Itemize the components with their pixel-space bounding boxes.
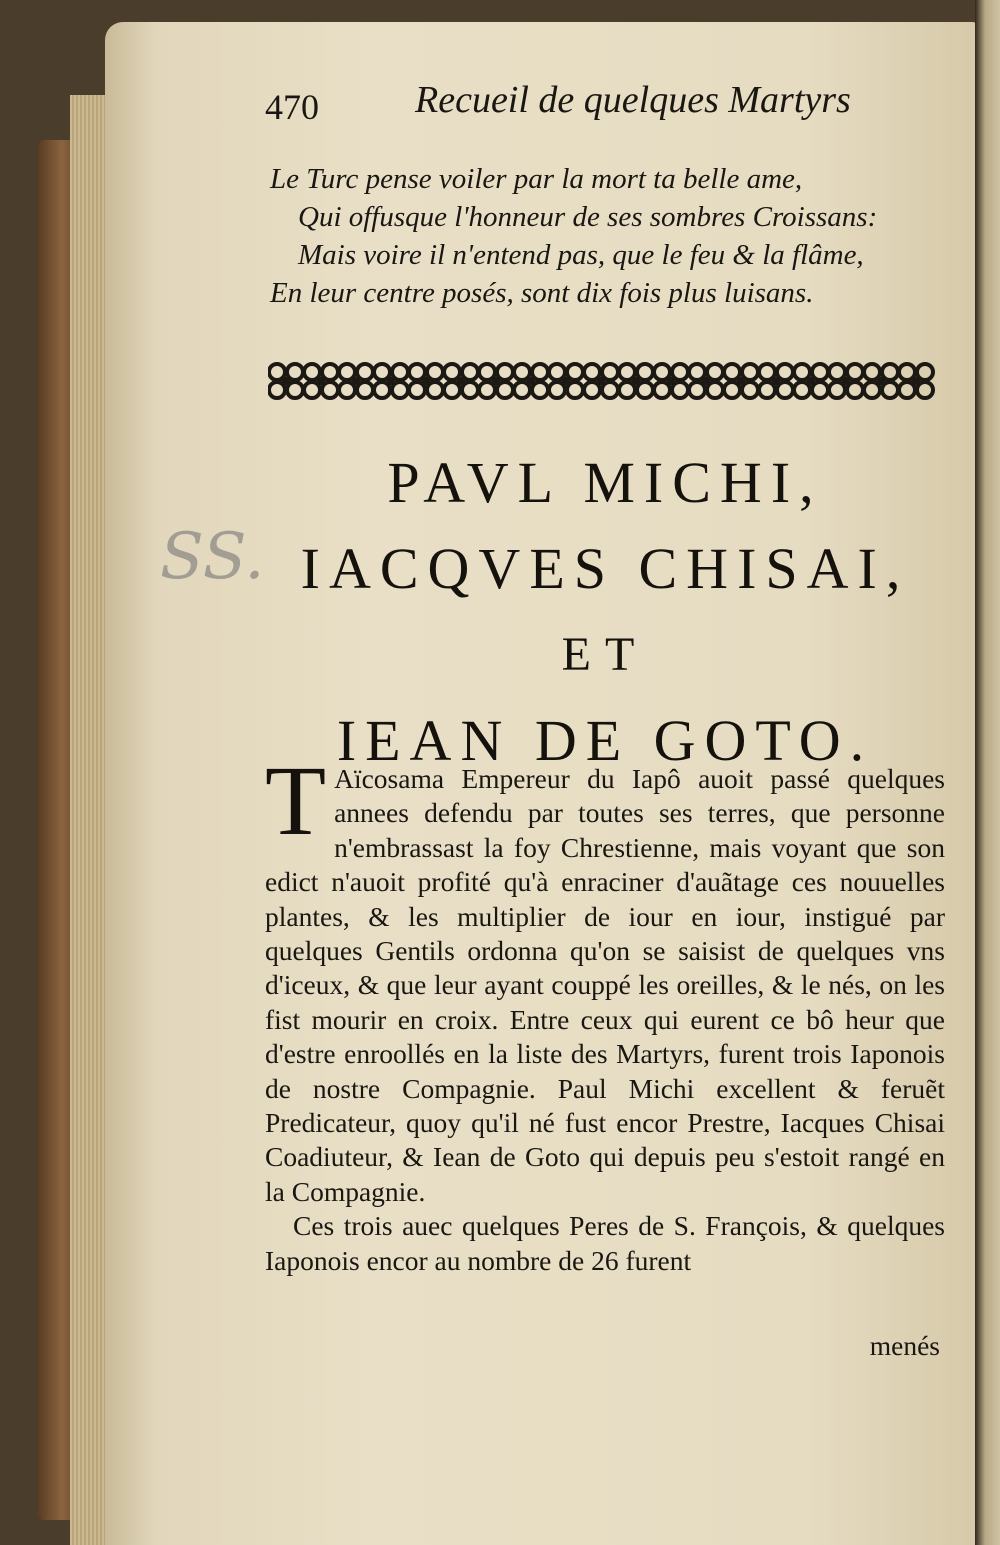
title-line-3: ET [561, 628, 649, 681]
verse-line: Qui offusque l'honneur de ses sombres Croissans: [298, 201, 878, 233]
handwritten-annotation: SS. [160, 520, 265, 594]
verse-line: Mais voire il n'entend pas, que le feu & la flâme, [298, 239, 864, 271]
ornament-fleuron [339, 364, 373, 398]
ornament-fleuron [864, 364, 898, 398]
title-line-2: IACQVES CHISAI, [300, 536, 910, 601]
title-line-4: IEAN DE GOTO. [336, 708, 874, 773]
paragraph-1 [265, 745, 945, 1209]
ornament-fleuron [619, 364, 653, 398]
paragraph-1-text: Aïcosama Empereur du Iapô auoit passé quelques annees defendu par toutes ses terres, que personne n'embrassast la foy Chrestienne, mais voyant que son edict n'auoit profité qu'à enraciner d'auãtage ces nouuelles plantes, & les multiplier de iour en iour, instigué par quelques Gentils ordonna qu'on se saisist de quelques vns d'iceux, & que leur ayant couppé les oreilles, & le nés, on les fist mourir en croix. Entre ceux qui eurent ce bô heur que d'estre enroollés en la liste des Martyrs, furent trois Iaponois de nostre Compagnie. Paul Michi excellent & feruẽt Predicateur, quoy qu'il né fust encor Prestre, Iacques Chisai Coadiuteur, & Iean de Goto qui depuis peu s'estoit rangé en la Compagnie. [265, 763, 945, 1207]
ornament-fleuron [444, 364, 478, 398]
page-number: 470 [265, 87, 319, 127]
ornament-fleuron [654, 364, 688, 398]
ornament-fleuron [514, 364, 548, 398]
catchword: menés [869, 1330, 940, 1361]
ornament-fleuron [724, 364, 758, 398]
ornament-fleuron [759, 364, 793, 398]
ornament-fleuron [374, 364, 408, 398]
verse-line: Le Turc pense voiler par la mort ta belle ame, [270, 163, 803, 195]
drop-cap: T [265, 745, 327, 856]
title-line-1: PAVL MICHI, [387, 450, 823, 515]
ornament-fleuron [829, 364, 863, 398]
ornament-fleuron [479, 364, 513, 398]
verse-block [270, 160, 960, 312]
chapter-title [260, 440, 950, 784]
paragraph-2: Ces trois auec quelques Peres de S. François, & quelques Iaponois encor au nombre de 26 furent [265, 1210, 945, 1276]
facing-page-edge [975, 0, 1000, 1545]
ornamental-border [268, 352, 936, 410]
ornament-fleuron [689, 364, 723, 398]
running-head: Recueil de quelques Martyrs [415, 79, 851, 121]
ornament-fleuron [269, 364, 303, 398]
ornament-fleuron [584, 364, 618, 398]
page-header [265, 78, 865, 138]
verse-line: En leur centre posés, sont dix fois plus luisans. [270, 277, 814, 309]
ornament-fleuron [409, 364, 443, 398]
ornament-fleuron [794, 364, 828, 398]
ornament-fleuron [549, 364, 583, 398]
ornament-fleuron [899, 364, 933, 398]
body-text [265, 745, 945, 1278]
ornament-fleuron [304, 364, 338, 398]
